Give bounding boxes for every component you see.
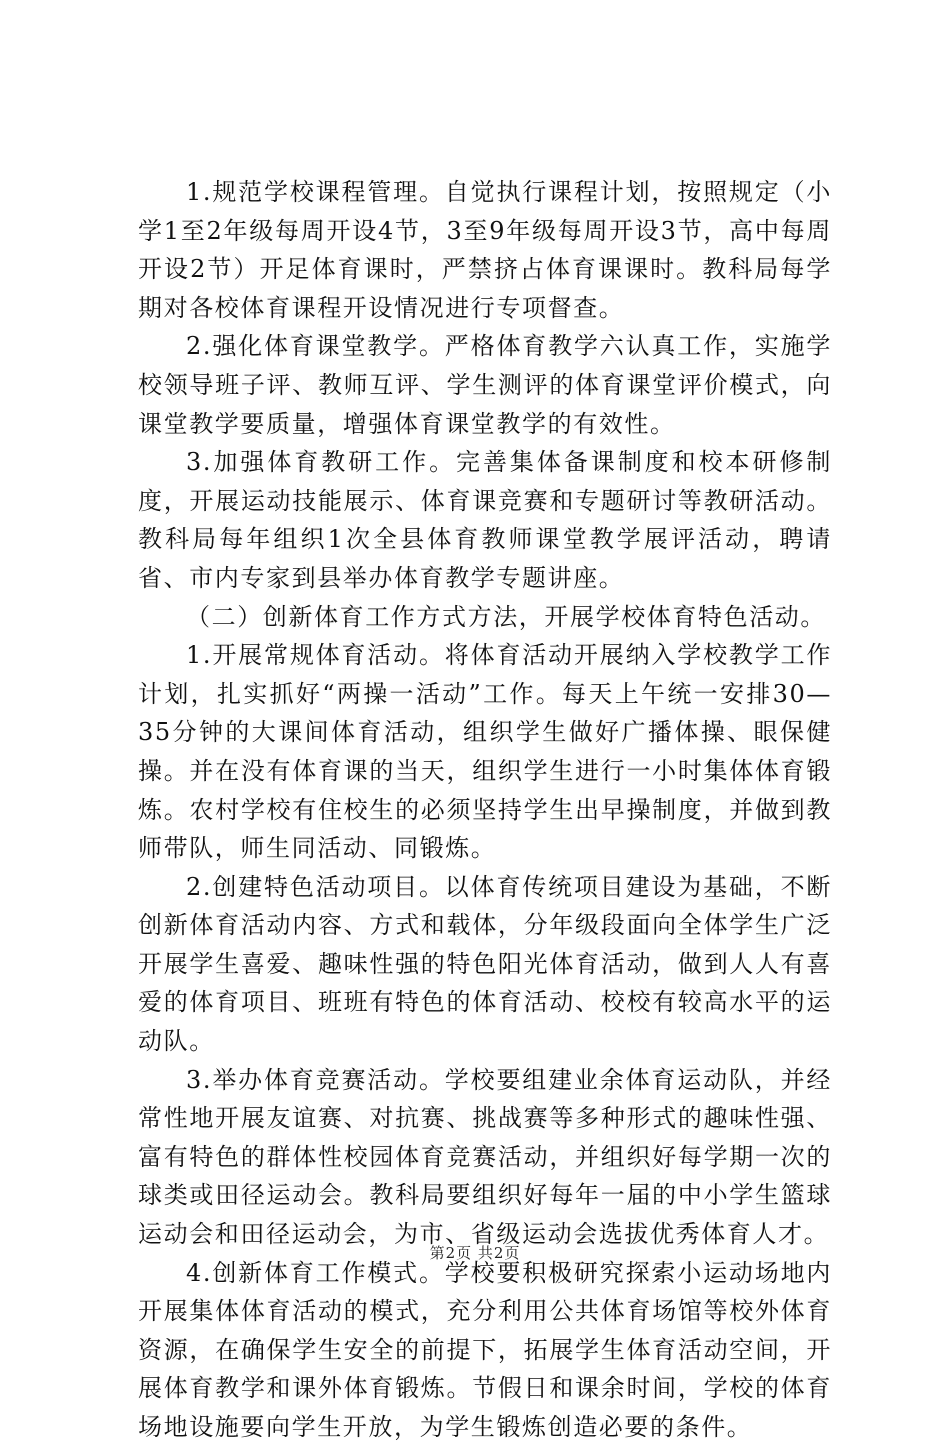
paragraph-teaching-research: 3.加强体育教研工作。完善集体备课制度和校本研修制度，开展运动技能展示、体育课竞赛和专题研讨等教研活动。教科局每年组织1次全县体育教师课堂教学展评活动，聘请省、市内专家到县举办体育教学专题讲座。 bbox=[138, 448, 832, 592]
page-footer bbox=[0, 1242, 950, 1263]
paragraph-competitions: 3.举办体育竞赛活动。学校要组建业余体育运动队，并经常性地开展友谊赛、对抗赛、挑战赛等多种形式的趣味性强、富有特色的群体性校园体育竞赛活动，并组织好每学期一次的球类或田径运动会。教科局要组织好每年一届的中小学生篮球运动会和田径运动会，为市、省级运动会选拔优秀体育人才。 bbox=[138, 1065, 832, 1249]
paragraph-course-management: 1.规范学校课程管理。自觉执行课程计划，按照规定（小学1至2年级每周开设4节，3至9年级每周开设3节，高中每周开设2节）开足体育课时，严禁挤占体育课课时。教科局每学期对各校体育课程开设情况进行专项督查。 bbox=[138, 178, 832, 322]
paragraph-featured-projects: 2.创建特色活动项目。以体育传统项目建设为基础，不断创新体育活动内容、方式和载体，分年级段面向全体学生广泛开展学生喜爱、趣味性强的特色阳光体育活动，做到人人有喜爱的体育项目、班班有特色的体育活动、校校有较高水平的运动队。 bbox=[138, 872, 832, 1056]
paragraph-work-model: 4.创新体育工作模式。学校要积极研究探索小运动场地内开展集体体育活动的模式，充分利用公共体育场馆等校外体育资源，在确保学生安全的前提下，拓展学生体育活动空间，开展体育教学和课外体育锻炼。节假日和课余时间，学校的体育场地设施要向学生开放，为学生锻炼创造必要的条件。 bbox=[138, 1258, 832, 1441]
page-number: 第2页 共2页 bbox=[429, 1244, 521, 1262]
section-heading-innovation: （二）创新体育工作方式方法，开展学校体育特色活动。 bbox=[186, 602, 826, 631]
paragraph-routine-activities: 1.开展常规体育活动。将体育活动开展纳入学校教学工作计划，扎实抓好“两操一活动”工作。每天上午统一安排30—35分钟的大课间体育活动，组织学生做好广播体操、眼保健操。并在没有体育课的当天，组织学生进行一小时集体体育锻炼。农村学校有住校生的必须坚持学生出早操制度，并做到教师带队，师生同活动、同锻炼。 bbox=[138, 641, 832, 863]
paragraph-classroom-teaching: 2.强化体育课堂教学。严格体育教学六认真工作，实施学校领导班子评、教师互评、学生测评的体育课堂评价模式，向课堂教学要质量，增强体育课堂教学的有效性。 bbox=[138, 332, 832, 438]
